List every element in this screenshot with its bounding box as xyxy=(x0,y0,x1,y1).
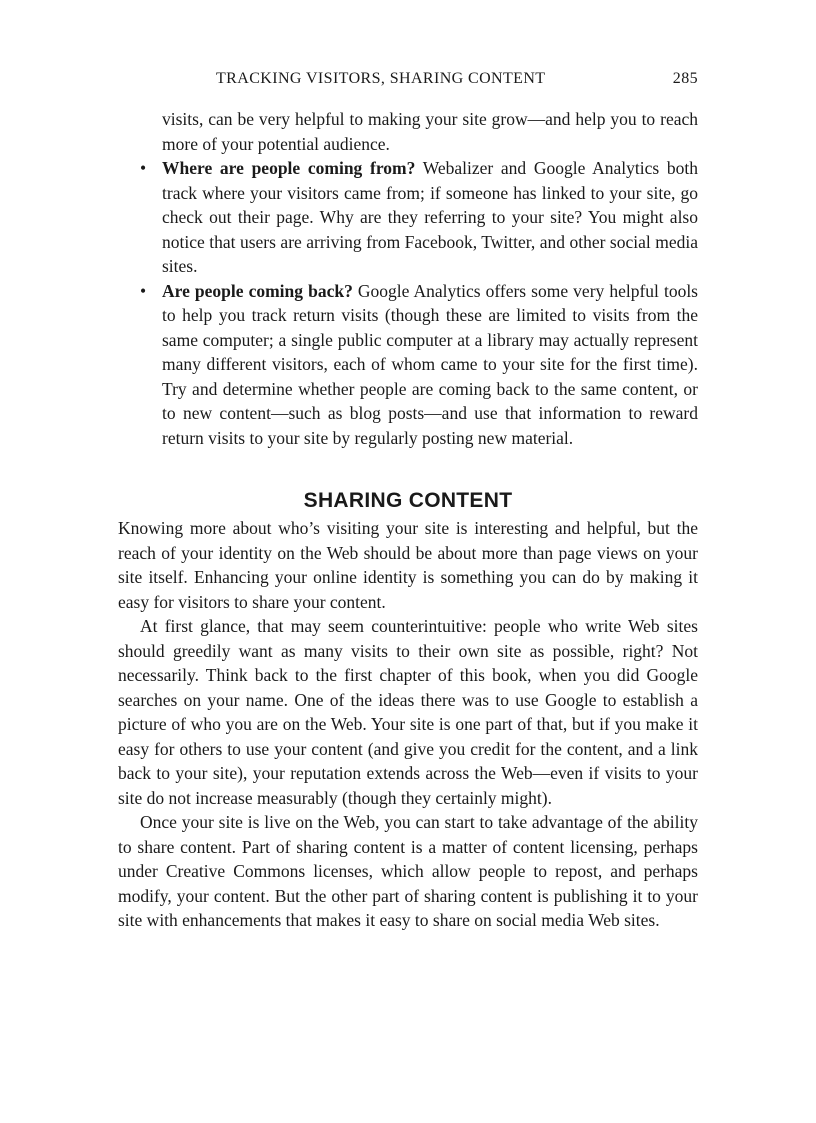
continued-bullet-text: visits, can be very helpful to making your site grow—and help you to reach more of your potential audience. xyxy=(162,109,698,154)
bullet-marker: • xyxy=(140,158,147,178)
page-number: 285 xyxy=(672,70,698,87)
paragraph: Once your site is live on the Web, you can start to take advantage of the ability to share content. Part of sharing content is a matter of content licensing, perhaps under Creative Commons licenses, which allow people to repost, and perhaps modify, your content. But the other part of sharing content is publishing it to your site with enhancements that makes it easy to share on social media Web sites. xyxy=(118,812,698,930)
body-text xyxy=(118,107,698,933)
bullet-lead: Are people coming back? xyxy=(162,280,353,301)
bullet-item xyxy=(118,279,698,451)
running-head-title: TRACKING VISITORS, SHARING CONTENT xyxy=(216,70,546,87)
bullet-list xyxy=(118,156,698,450)
paragraph: Knowing more about who’s visiting your site is interesting and helpful, but the reach of your identity on the Web should be about more than page views on your site itself. Enhancing your online identity is something you can do by making it easy for visitors to share your content. xyxy=(118,518,698,612)
bullet-lead: Where are people coming from? xyxy=(162,158,416,178)
bullet-item xyxy=(118,156,698,279)
running-head xyxy=(118,70,698,94)
bullet-text: Google Analytics offers some very helpful tools to help you track return visits (though these are limited to visits from the same computer; a single public computer at a library may actually represent many different visitors, each of whom came to your site for the first time). Try and determine whether people are coming back to the same content, or to new content—such as blog posts—and use that information to reward return visits to your site by regularly posting new material. xyxy=(162,280,698,448)
bullet-marker: • xyxy=(140,280,147,301)
bullet-text: Webalizer and Google Analytics both track where your visitors came from; if someone has linked to your site, go check out their page. Why are they referring to your site? You might also notice that users are arriving from Facebook, Twitter, and other social media sites. xyxy=(162,158,698,276)
paragraph: At first glance, that may seem counterintuitive: people who write Web sites should greedily want as many visits to their own site as possible, right? Not necessarily. Think back to the first chapter of this book, when you did Google searches on your name. One of the ideas there was to use Google to establish a picture of who you are on the Web. Your site is one part of that, but if you make it easy for others to use your content (and give you credit for the content, and a link back to your site), your reputation extends across the Web—even if visits to your site do not increase measurably (though they certainly might). xyxy=(118,616,698,808)
section-heading: SHARING CONTENT xyxy=(303,489,513,512)
